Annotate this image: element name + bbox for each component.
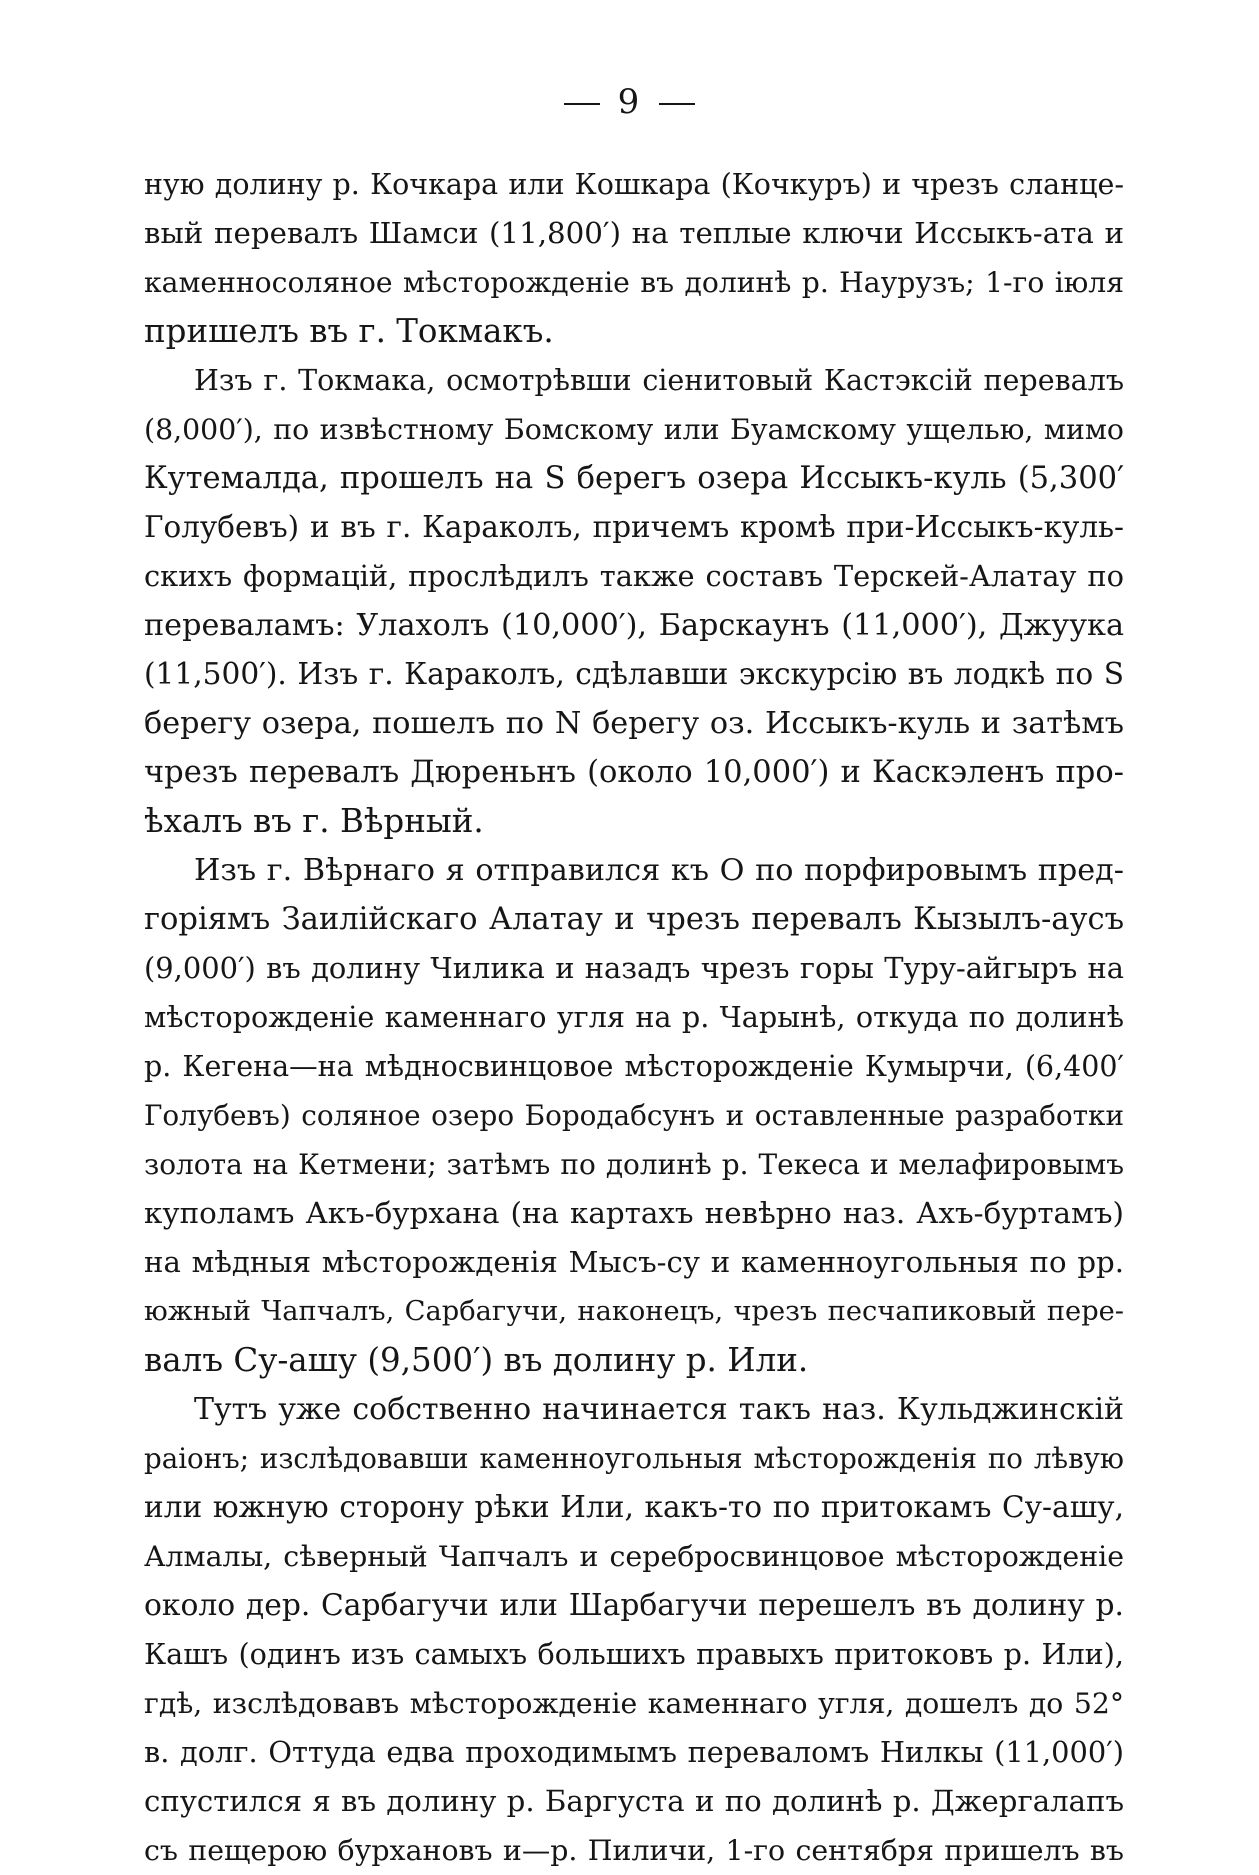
- page-number-left-dash: [564, 103, 600, 105]
- text-line: съ пещерою бурхановъ и—р. Пиличи, 1-го сентября пришелъ въ: [144, 1834, 1124, 1867]
- text-line: Голубевъ) соляное озеро Бородабсунъ и оставленные разработки: [144, 1099, 1124, 1132]
- text-line: мѣсторожденіе каменнаго угля на р. Чарынѣ, откуда по долинѣ: [144, 1000, 1124, 1034]
- text-line: раіонъ; изслѣдовавши каменноугольныя мѣсторожденія по лѣвую: [144, 1442, 1124, 1475]
- text-line: (8,000′), по извѣстному Бомскому или Буамскому ущелью, мимо: [144, 413, 1124, 446]
- text-line: золота на Кетмени; затѣмъ по долинѣ р. Текеса и мелафировымъ: [144, 1148, 1124, 1181]
- text-line: горіямъ Заилійскаго Алатау и чрезъ перевалъ Кызылъ-аусъ: [144, 902, 1124, 937]
- text-line: скихъ формацій, прослѣдилъ также составъ Терскей-Алатау по: [144, 559, 1124, 593]
- text-line: Голубевъ) и въ г. Караколъ, причемъ кромѣ при-Иссыкъ-куль-: [144, 510, 1124, 544]
- page-number: [0, 82, 1259, 122]
- text-line: каменносоляное мѣсторожденіе въ долинѣ р. Наурузъ; 1-го іюля: [144, 266, 1124, 299]
- paragraph-start-line: Изъ г. Токмака, осмотрѣвши сіенитовый Кастэксій перевалъ: [194, 363, 1124, 397]
- text-line: в. долг. Оттуда едва проходимымъ переваломъ Нилкы (11,000′): [144, 1735, 1124, 1769]
- paragraph-start-line: Изъ г. Вѣрнаго я отправился къ О по порфировымъ пред-: [194, 853, 1124, 888]
- text-line: ѣхалъ въ г. Вѣрный.: [144, 802, 484, 840]
- text-line: чрезъ перевалъ Дюреньнъ (около 10,000′) и Каскэленъ про-: [144, 755, 1124, 790]
- text-line: Алмалы, сѣверный Чапчалъ и серебросвинцовое мѣсторожденіе: [144, 1540, 1124, 1573]
- body-text: [144, 160, 1124, 1875]
- page-number-right-dash: [659, 103, 695, 105]
- text-line: ную долину р. Кочкара или Кошкара (Кочкуръ) и чрезъ сланце-: [144, 168, 1124, 201]
- text-line: (11,500′). Изъ г. Караколъ, сдѣлавши экскурсію въ лодкѣ по S: [144, 657, 1124, 691]
- text-line: южный Чапчалъ, Сарбагучи, наконецъ, чрезъ песчапиковый пере-: [144, 1296, 1124, 1327]
- text-line: перевaламъ: Улахолъ (10,000′), Барскаунъ (11,000′), Джуука: [144, 608, 1124, 643]
- text-line: вый перевалъ Шамси (11,800′) на теплые ключи Иссыкъ-ата и: [144, 216, 1124, 250]
- text-line: валъ Су-ашу (9,500′) въ долину р. Или.: [144, 1341, 809, 1379]
- text-line: спустился я въ долину р. Баргуста и по долинѣ р. Джергалапъ: [144, 1784, 1124, 1818]
- text-line: на мѣдныя мѣсторожденія Мысъ-су и каменноугольныя по рр.: [144, 1245, 1124, 1279]
- paragraph-start-line: Тутъ уже собственно начинается такъ наз. Кульджинскій: [194, 1392, 1124, 1427]
- text-line: куполамъ Акъ-бурхана (на картахъ невѣрно наз. Ахъ-буртамъ): [144, 1196, 1124, 1230]
- text-line: около дер. Сарбагучи или Шарбагучи перешелъ въ долину р.: [144, 1588, 1124, 1623]
- text-line: р. Кегена—на мѣдносвинцовое мѣсторожденіе Кумырчи, (6,400′: [144, 1050, 1124, 1083]
- text-line: или южную сторону рѣки Или, какъ-то по притокамъ Су-ашу,: [144, 1490, 1124, 1524]
- text-line: Кашъ (одинъ изъ самыхъ большихъ правыхъ притоковъ р. Или),: [144, 1637, 1124, 1671]
- page-number-value: 9: [617, 82, 642, 122]
- text-line: гдѣ, изслѣдовавъ мѣсторожденіе каменнаго угля, дошелъ до 52°: [144, 1687, 1124, 1720]
- text-line: берегу озера, пошелъ по N берегу оз. Иссыкъ-куль и затѣмъ: [144, 706, 1124, 741]
- text-line: пришелъ въ г. Токмакъ.: [144, 312, 554, 350]
- text-line: (9,000′) въ долину Чилика и назадъ чрезъ горы Туру-айгыръ на: [144, 951, 1124, 985]
- text-line: Кутемалда, прошелъ на S берегъ озера Иссыкъ-куль (5,300′: [144, 461, 1124, 496]
